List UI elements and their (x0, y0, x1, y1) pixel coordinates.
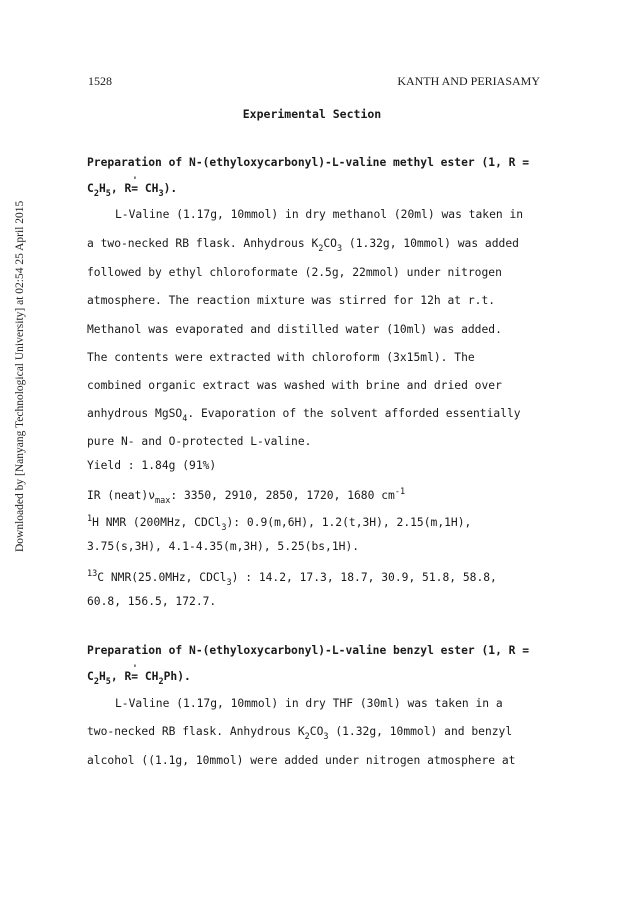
prep1-para-line: Methanol was evaporated and distilled water (10ml) was added. (87, 323, 502, 336)
prep1-para-line: anhydrous MgSO$_4$. Evaporation of the solvent afforded essentially (87, 407, 521, 424)
prep2-title-line1: Preparation of N-(ethyloxycarbonyl)-L-valine benzyl ester (1, R = (87, 644, 530, 657)
prep2-title-line2: $C_2H_5$, $R= CH_2Ph$). (87, 670, 191, 687)
prep1-para-line: L-Valine (1.17g, 10mmol) in dry methanol (20ml) was taken in (115, 208, 524, 221)
prep1-para-line: followed by ethyl chloroformate (2.5g, 22mmol) under nitrogen (87, 266, 502, 279)
prep1-para-line: atmosphere. The reaction mixture was stirred for 12h at r.t. (87, 294, 496, 307)
running-head: KANTH AND PERIASAMY (397, 74, 540, 88)
ir-line: IR $(neat)\nu_{max}$: 3350, 2910, 2850, 1720, 1680 $cm^{-1}$ (87, 487, 406, 506)
prep2-para-line: alcohol ((1.1g, 10mmol) were added under nitrogen atmosphere at (87, 754, 516, 767)
c-nmr-line: $^{13}$C NMR(25.0MHz, CDCl$_3$) : 14.2, 17.3, 18.7, 30.9, 51.8, 58.8, (87, 569, 497, 588)
prep1-title-line1: Preparation of N-(ethyloxycarbonyl)-L-valine methyl ester (1, R = (87, 156, 530, 169)
h-nmr-line: 3.75(s,3H), 4.1-4.35(m,3H), 5.25(bs,1H). (87, 540, 360, 553)
prep1-para-line: a two-necked RB flask. Anhydrous $K_2CO_3$ (1.32g, 10mmol) was added (87, 237, 519, 254)
page-number: 1528 (88, 74, 112, 88)
prep2-para-line: L-Valine (1.17g, 10mmol) in dry THF (30ml) was taken in a (115, 697, 503, 710)
download-notice: Downloaded by [Nanyang Technological University] at 02:54 25 April 2015 (14, 200, 26, 552)
prep1-para-line: The contents were extracted with chloroform (3x15ml). The (87, 351, 475, 364)
c-nmr-line: 60.8, 156.5, 172.7. (87, 595, 217, 608)
yield-line: Yield : 1.84g (91%) (87, 459, 217, 472)
section-title: Experimental Section (242, 107, 382, 121)
prep1-title-line2: $C_2H_5$, $R= CH_3$). (87, 182, 178, 199)
prep1-para-line: combined organic extract was washed with brine and dried over (87, 379, 502, 392)
h-nmr-line: $^1$H NMR (200MHz, CDCl$_3$): 0.9(m,6H), 1.2(t,3H), 2.15(m,1H), (87, 514, 472, 533)
prep2-para-line: two-necked RB flask. Anhydrous $K_2CO_3$ (1.32g, 10mmol) and benzyl (87, 725, 513, 742)
prep1-para-line: pure N- and O-protected L-valine. (87, 435, 312, 448)
